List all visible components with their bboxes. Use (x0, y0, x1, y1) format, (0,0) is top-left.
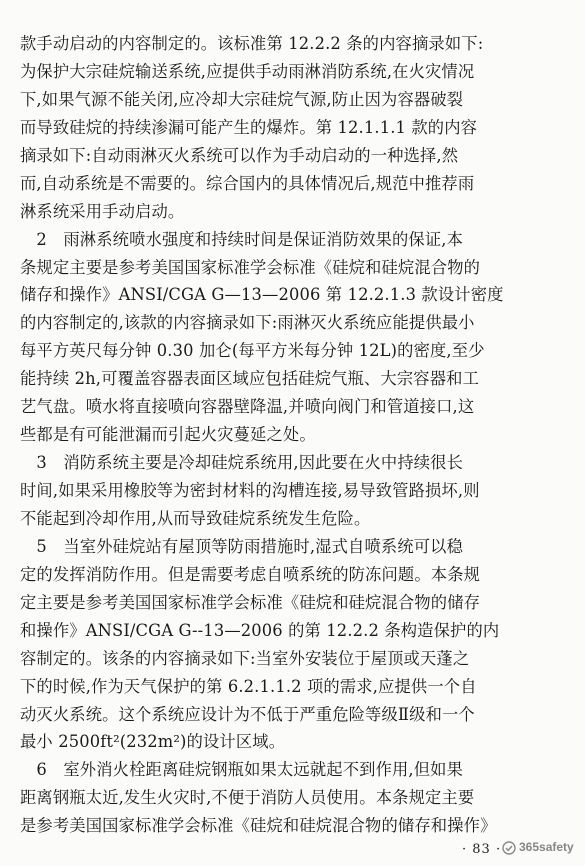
text-line: 时间,如果采用橡胶等为密封材料的沟槽连接,易导致管路损坏,则 (20, 481, 480, 500)
text-line: 和操作》ANSI/CGA G--13—2006 的第 12.2.2 条构造保护的内 (20, 620, 500, 640)
text-line: 定的发挥消防作用。但是需要考虑自喷系统的防冻问题。本条规 (20, 564, 481, 584)
text-line: 艺气盘。喷水将直接喷向容器壁降温,并喷向阀门和管道接口,这 (20, 397, 475, 417)
text-line: 3 消防系统主要是冷却硅烷系统用,因此要在火中持续很长 (20, 453, 464, 473)
text-line: 下,如果气源不能关闭,应冷却大宗硅烷气源,防止因为容器破裂 (20, 89, 464, 109)
text-line: 下的时候,作为天气保护的第 6.2.1.1.2 项的需求,应提供一个自 (20, 676, 477, 696)
text-line: 淋系统采用手动启动。 (20, 201, 185, 221)
text-line: 款手动启动的内容制定的。该标准第 12.2.2 条的内容摘录如下: (20, 34, 484, 53)
text-line: 每平方英尺每分钟 0.30 加仑(每平方米每分钟 12L)的密度,至少 (20, 341, 485, 361)
text-line: 6 室外消火栓距离硅烷钢瓶如果太远就起不到作用,但如果 (20, 760, 464, 780)
text-line: 是参考美国国家标准学会标准《硅烷和硅烷混合物的储存和操作》 (20, 816, 497, 836)
text-line: 动灭火系统。这个系统应设计为不低于严重危险等级Ⅱ级和一个 (20, 704, 475, 724)
body-text (20, 30, 571, 840)
page-number: · 83 · (462, 842, 502, 857)
text-line: 距离钢瓶太近,发生火灾时,不便于消防人员使用。本条规定主要 (20, 788, 475, 808)
text-line: 储存和操作》ANSI/CGA G—13—2006 第 12.2.1.3 款设计密度 (20, 285, 504, 305)
safety-logo-icon (502, 840, 516, 854)
watermark (502, 840, 574, 854)
watermark-text: 365safety (519, 840, 574, 854)
text-line: 容制定的。该条的内容摘录如下:当室外安装位于屋顶或天蓬之 (20, 648, 470, 668)
text-line: 最小 2500ft²(232m²)的设计区域。 (20, 732, 286, 752)
text-line: 的内容制定的,该款的内容摘录如下:雨淋灭火系统应能提供最小 (20, 313, 475, 333)
text-line: 条规定主要是参考美国国家标准学会标准《硅烷和硅烷混合物的 (20, 257, 481, 277)
text-line: 为保护大宗硅烷输送系统,应提供手动雨淋消防系统,在火灾情况 (20, 61, 475, 81)
text-line: 2 雨淋系统喷水强度和持续时间是保证消防效果的保证,本 (20, 229, 464, 249)
text-line: 些都是有可能泄漏而引起火灾蔓延之处。 (20, 425, 316, 445)
text-line: 5 当室外硅烷站有屋顶等防雨措施时,湿式自喷系统可以稳 (20, 536, 464, 556)
text-line: 不能起到冷却作用,从而导致硅烷系统发生危险。 (20, 508, 371, 528)
text-line: 定主要是参考美国国家标准学会标准《硅烷和硅烷混合物的储存 (20, 592, 481, 612)
text-line: 而导致硅烷的持续渗漏可能产生的爆炸。第 12.1.1.1 款的内容 (20, 117, 478, 137)
text-line: 摘录如下:自动雨淋灭火系统可以作为手动启动的一种选择,然 (20, 145, 459, 165)
text-line: 而,自动系统是不需要的。综合国内的具体情况后,规范中推荐雨 (20, 173, 475, 193)
text-line: 能持续 2h,可覆盖容器表面区域应包括硅烷气瓶、大宗容器和工 (20, 369, 480, 389)
